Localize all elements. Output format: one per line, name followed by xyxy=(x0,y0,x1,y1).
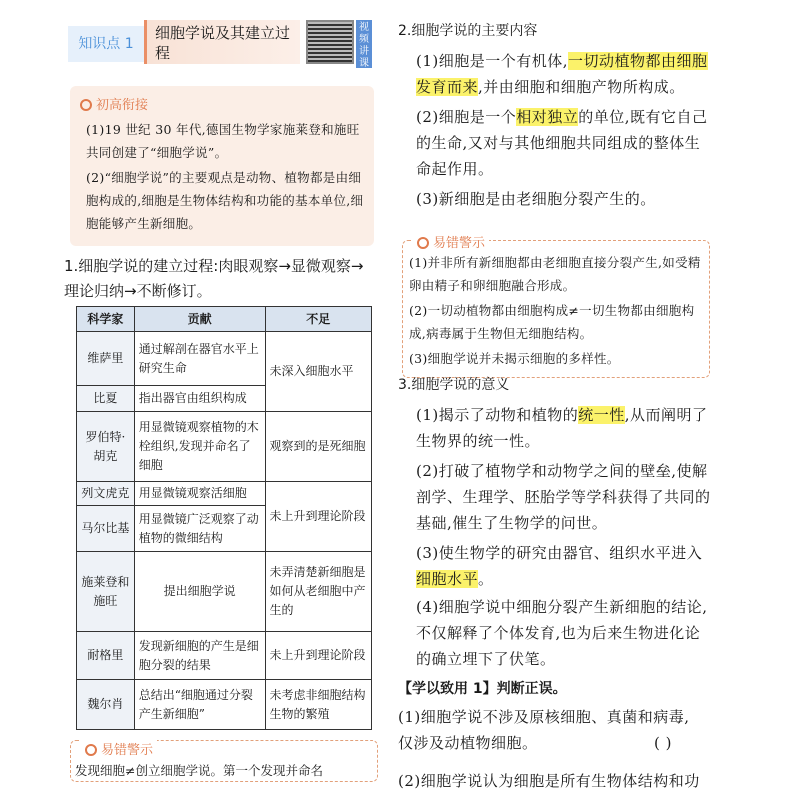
table-cell: 总结出“细胞通过分裂产生新细胞” xyxy=(134,680,265,730)
table-cell: 发现新细胞的产生是细胞分裂的结果 xyxy=(134,632,265,680)
section-2-paragraph-3: (3)新细胞是由老细胞分裂产生的。 xyxy=(416,190,656,208)
bridge-heading: 初高衔接 xyxy=(80,94,148,113)
apply-title: 【学以致用 1】判断正误。 xyxy=(398,681,567,697)
header-scientist: 科学家 xyxy=(77,307,135,332)
table-row xyxy=(77,680,372,730)
video-lecture-label[interactable]: 视频讲课 xyxy=(356,20,372,68)
left-column xyxy=(62,14,374,721)
table-cell: 用显微镜观察活细胞 xyxy=(134,482,265,506)
table-cell: 未考虑非细胞结构生物的繁殖 xyxy=(265,680,371,730)
table-cell: 列文虎克 xyxy=(77,482,135,506)
table-cell: 耐格里 xyxy=(77,632,135,680)
apply-question-2: (2)细胞学说认为细胞是所有生物体结构和功 xyxy=(398,772,700,790)
table-row xyxy=(77,412,372,482)
pin-icon xyxy=(80,99,92,111)
section-3-paragraph-1: (1)揭示了动物和植物的统一性,从而阐明了生物界的统一性。 xyxy=(416,406,708,450)
table-cell: 马尔比基 xyxy=(77,506,135,552)
scientist-table xyxy=(76,306,372,730)
knowledge-point-tag: 知识点 1 xyxy=(68,26,144,62)
table-row xyxy=(77,482,372,506)
warning-box-bottom xyxy=(70,740,378,782)
table-cell: 未上升到理论阶段 xyxy=(265,482,371,552)
section-3-paragraph-3: (3)使生物学的研究由器官、组织水平进入细胞水平。 xyxy=(416,544,703,588)
warning-icon xyxy=(417,237,429,249)
bridge-box xyxy=(70,86,374,246)
table-cell: 罗伯特·胡克 xyxy=(77,412,135,482)
answer-blank-1[interactable]: ( ) xyxy=(654,734,672,752)
warning-item-1: (1)并非所有新细胞都由老细胞直接分裂产生,如受精卵由精子和卵细胞融合形成。 xyxy=(409,255,701,293)
warning-item-2: (2)一切动植物都由细胞构成≠一切生物都由细胞构成,病毒属于生物但无细胞结构。 xyxy=(409,303,695,341)
table-cell: 观察到的是死细胞 xyxy=(265,412,371,482)
section-2-paragraph-1: (1)细胞是一个有机体,一切动植物都由细胞发育而来,并由细胞和细胞产物所构成。 xyxy=(416,52,708,96)
section-2-title: 2.细胞学说的主要内容 xyxy=(398,23,538,39)
section-3-paragraph-4: (4)细胞学说中细胞分裂产生新细胞的结论,不仅解释了个体发育,也为后来生物进化论的确立埋下了伏笔。 xyxy=(416,598,708,668)
section-1-title: 1.细胞学说的建立过程:肉眼观察→显微观察→理论归纳→不断修订。 xyxy=(64,257,364,300)
table-cell: 用显微镜观察植物的木栓组织,发现并命名了细胞 xyxy=(134,412,265,482)
table-cell: 指出器官由组织构成 xyxy=(134,386,265,412)
bridge-paragraph-2: (2)“细胞学说”的主要观点是动物、植物都是由细胞构成的,细胞是生物体结构和功能的基本单位,细胞能够产生新细胞。 xyxy=(86,170,364,231)
warning-heading: 易错警示 xyxy=(413,232,489,251)
table-cell: 未深入细胞水平 xyxy=(265,332,371,412)
table-cell: 施莱登和施旺 xyxy=(77,552,135,632)
table-cell: 通过解剖在器官水平上研究生命 xyxy=(134,332,265,386)
table-cell: 魏尔肖 xyxy=(77,680,135,730)
knowledge-point-header xyxy=(62,14,374,68)
bridge-paragraph-1: (1)19 世纪 30 年代,德国生物学家施莱登和施旺共同创建了“细胞学说”。 xyxy=(86,122,360,160)
table-row xyxy=(77,552,372,632)
table-cell: 维萨里 xyxy=(77,332,135,386)
qr-code-icon[interactable] xyxy=(306,20,354,64)
warning-box-right xyxy=(402,236,710,378)
section-3-title: 3.细胞学说的意义 xyxy=(398,377,510,393)
warning-text: 发现细胞≠创立细胞学说。第一个发现并命名 xyxy=(75,763,323,778)
table-cell: 未上升到理论阶段 xyxy=(265,632,371,680)
table-cell: 提出细胞学说 xyxy=(134,552,265,632)
warning-icon xyxy=(85,744,97,756)
table-cell: 未弄清楚新细胞是如何从老细胞中产生的 xyxy=(265,552,371,632)
table-header-row xyxy=(77,307,372,332)
table-cell: 比夏 xyxy=(77,386,135,412)
table-cell: 用显微镜广泛观察了动植物的微细结构 xyxy=(134,506,265,552)
table-row xyxy=(77,632,372,680)
section-2-paragraph-2: (2)细胞是一个相对独立的单位,既有它自己的生命,又对与其他细胞共同组成的整体生命起作用。 xyxy=(416,108,708,178)
warning-heading: 易错警示 xyxy=(81,739,157,758)
table-row xyxy=(77,332,372,386)
apply-question-1: (1)细胞学说不涉及原核细胞、真菌和病毒,仅涉及动植物细胞。 xyxy=(398,708,690,752)
header-contribution: 贡献 xyxy=(134,307,265,332)
section-3-paragraph-2: (2)打破了植物学和动物学之间的壁垒,使解剖学、生理学、胚胎学等学科获得了共同的基础,催生了生物学的问世。 xyxy=(416,462,711,532)
knowledge-point-title: 细胞学说及其建立过程 xyxy=(144,20,300,64)
header-shortcoming: 不足 xyxy=(265,307,371,332)
warning-item-3: (3)细胞学说并未揭示细胞的多样性。 xyxy=(409,351,620,366)
